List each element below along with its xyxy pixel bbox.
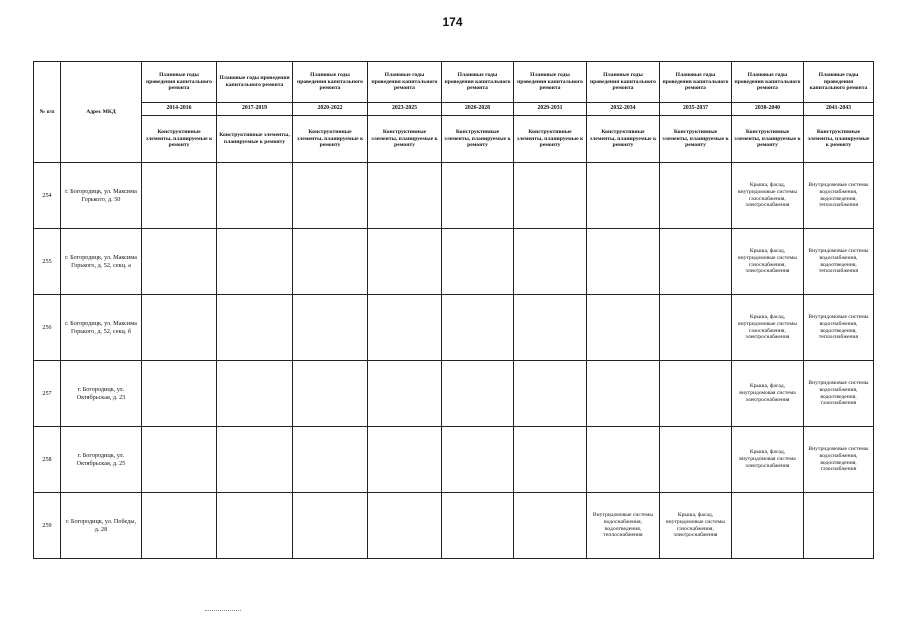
repair-elements-cell [660,295,732,361]
repair-elements-cell [368,229,442,295]
repair-elements-cell [732,493,804,559]
repair-elements-cell [660,361,732,427]
row-number: 259 [34,493,61,559]
repair-elements-cell: Крыша, фасад, внутридомовая система электроснабжения [732,361,804,427]
header-row-years [34,103,874,116]
period-years: 2041-2043 [804,103,874,116]
repair-elements-cell [217,427,293,493]
row-address: г. Богородицк, ул. Максима Горького, д. 52, секц. а [61,229,142,295]
repair-elements-cell [217,163,293,229]
header-address: Адрес МКД [61,62,142,163]
repair-elements-cell [587,163,660,229]
header-period: Плановые годы проведения капитального ремонта [804,62,874,103]
repair-elements-cell [442,361,514,427]
period-years: 2020-2022 [293,103,368,116]
row-address: г. Богородицк, ул. Максима Горького, д. 50 [61,163,142,229]
table-row [34,427,874,493]
header-elements: Конструктивные элементы, планируемые к ремонту [732,116,804,163]
row-address: г. Богородицк, ул. Победы, д. 28 [61,493,142,559]
period-years: 2038-2040 [732,103,804,116]
repair-elements-cell [587,229,660,295]
repair-elements-cell [660,163,732,229]
row-number: 255 [34,229,61,295]
repair-elements-cell [368,427,442,493]
repair-elements-cell: Крыша, фасад, внутридомовая система электроснабжения [732,427,804,493]
header-period: Плановые годы проведения капитального ремонта [442,62,514,103]
table-row [34,493,874,559]
repair-elements-cell: Крыша, фасад, внутридомовые системы газоснабжения, электроснабжения [732,295,804,361]
repair-elements-cell [217,361,293,427]
header-period: Плановые годы проведения капитального ремонта [732,62,804,103]
repair-elements-cell [142,295,217,361]
repair-elements-cell [142,229,217,295]
repair-elements-cell [142,361,217,427]
row-address: г. Богородицк, ул. Максима Горького, д. 52, секц. б [61,295,142,361]
header-elements: Конструктивные элементы, планируемые к ремонту [217,116,293,163]
repair-elements-cell [293,493,368,559]
page-number: 174 [442,15,463,29]
repair-elements-cell [514,229,587,295]
repair-elements-cell [142,427,217,493]
repair-elements-cell [293,163,368,229]
repair-elements-cell [142,163,217,229]
row-number: 257 [34,361,61,427]
repair-elements-cell [514,163,587,229]
period-years: 2023-2025 [368,103,442,116]
header-period: Плановые годы проведения капитального ремонта [217,62,293,103]
header-elements: Конструктивные элементы, планируемые к ремонту [514,116,587,163]
repair-elements-cell [442,427,514,493]
repair-elements-cell [142,493,217,559]
repair-elements-cell [442,163,514,229]
header-elements: Конструктивные элементы, планируемые к ремонту [587,116,660,163]
repair-elements-cell [293,361,368,427]
repair-elements-cell [587,361,660,427]
repair-elements-cell: Крыша, фасад, внутридомовые системы газоснабжения, электроснабжения [732,163,804,229]
table-row [34,229,874,295]
header-period: Плановые годы проведения капитального ремонта [660,62,732,103]
row-number: 256 [34,295,61,361]
repair-elements-cell [217,493,293,559]
repair-elements-cell [442,295,514,361]
header-period: Плановые годы проведения капитального ремонта [368,62,442,103]
header-period: Плановые годы проведения капитального ремонта [293,62,368,103]
header-elements: Конструктивные элементы, планируемые к ремонту [442,116,514,163]
table-row [34,361,874,427]
repair-elements-cell: Внутридомовые системы водоснабжения, водоотведения, газоснабжения [804,427,874,493]
period-years: 2035-2037 [660,103,732,116]
repair-elements-cell [514,427,587,493]
scan-artifact [205,610,241,612]
repair-elements-cell: Внутридомовые системы водоснабжения, водоотведения, теплоснабжения [587,493,660,559]
repair-elements-cell [217,229,293,295]
repair-elements-cell [368,163,442,229]
table-body [34,163,874,559]
repair-elements-cell [442,229,514,295]
repair-elements-cell: Внутридомовые системы водоснабжения, водоотведения, теплоснабжения [804,163,874,229]
repair-elements-cell: Внутридомовые системы водоснабжения, водоотведения, теплоснабжения [804,229,874,295]
header-period: Плановые годы проведения капитального ремонта [587,62,660,103]
repair-elements-cell: Крыша, фасад, внутридомовые системы газоснабжения, электроснабжения [660,493,732,559]
period-years: 2026-2028 [442,103,514,116]
row-number: 258 [34,427,61,493]
header-elements: Конструктивные элементы, планируемые к ремонту [368,116,442,163]
header-elements: Конструктивные элементы, планируемые к ремонту [293,116,368,163]
repair-elements-cell [293,295,368,361]
repair-elements-cell [660,229,732,295]
repair-elements-cell [368,493,442,559]
repair-elements-cell [217,295,293,361]
period-years: 2014-2016 [142,103,217,116]
header-elements: Конструктивные элементы, планируемые к ремонту [142,116,217,163]
repair-elements-cell [587,295,660,361]
period-years: 2017-2019 [217,103,293,116]
repair-elements-cell [514,295,587,361]
header-row-elements [34,116,874,163]
repair-elements-cell [293,229,368,295]
header-period: Плановые годы проведения капитального ремонта [514,62,587,103]
repair-elements-cell [293,427,368,493]
row-address: г. Богородицк, ул. Октябрьская, д. 23 [61,361,142,427]
repair-elements-cell [660,427,732,493]
period-years: 2029-2031 [514,103,587,116]
capital-repair-table [33,61,874,559]
repair-elements-cell [514,361,587,427]
row-address: г. Богородицк, ул. Октябрьская, д. 25 [61,427,142,493]
repair-elements-cell [368,295,442,361]
repair-elements-cell [368,361,442,427]
repair-elements-cell [587,427,660,493]
header-elements: Конструктивные элементы, планируемые к ремонту [660,116,732,163]
repair-elements-cell: Внутридомовые системы водоснабжения, водоотведения, газоснабжения [804,361,874,427]
repair-elements-cell: Внутридомовые системы водоснабжения, водоотведения, теплоснабжения [804,295,874,361]
row-number: 254 [34,163,61,229]
period-years: 2032-2034 [587,103,660,116]
repair-elements-cell [514,493,587,559]
table-row [34,163,874,229]
header-row-periods [34,62,874,103]
table-row [34,295,874,361]
repair-elements-cell: Крыша, фасад, внутридомовые системы газоснабжения, электроснабжения [732,229,804,295]
header-elements: Конструктивные элементы, планируемые к ремонту [804,116,874,163]
repair-elements-cell [442,493,514,559]
repair-elements-cell [804,493,874,559]
header-num: № п/п [34,62,61,163]
header-period: Плановые годы проведения капитального ремонта [142,62,217,103]
